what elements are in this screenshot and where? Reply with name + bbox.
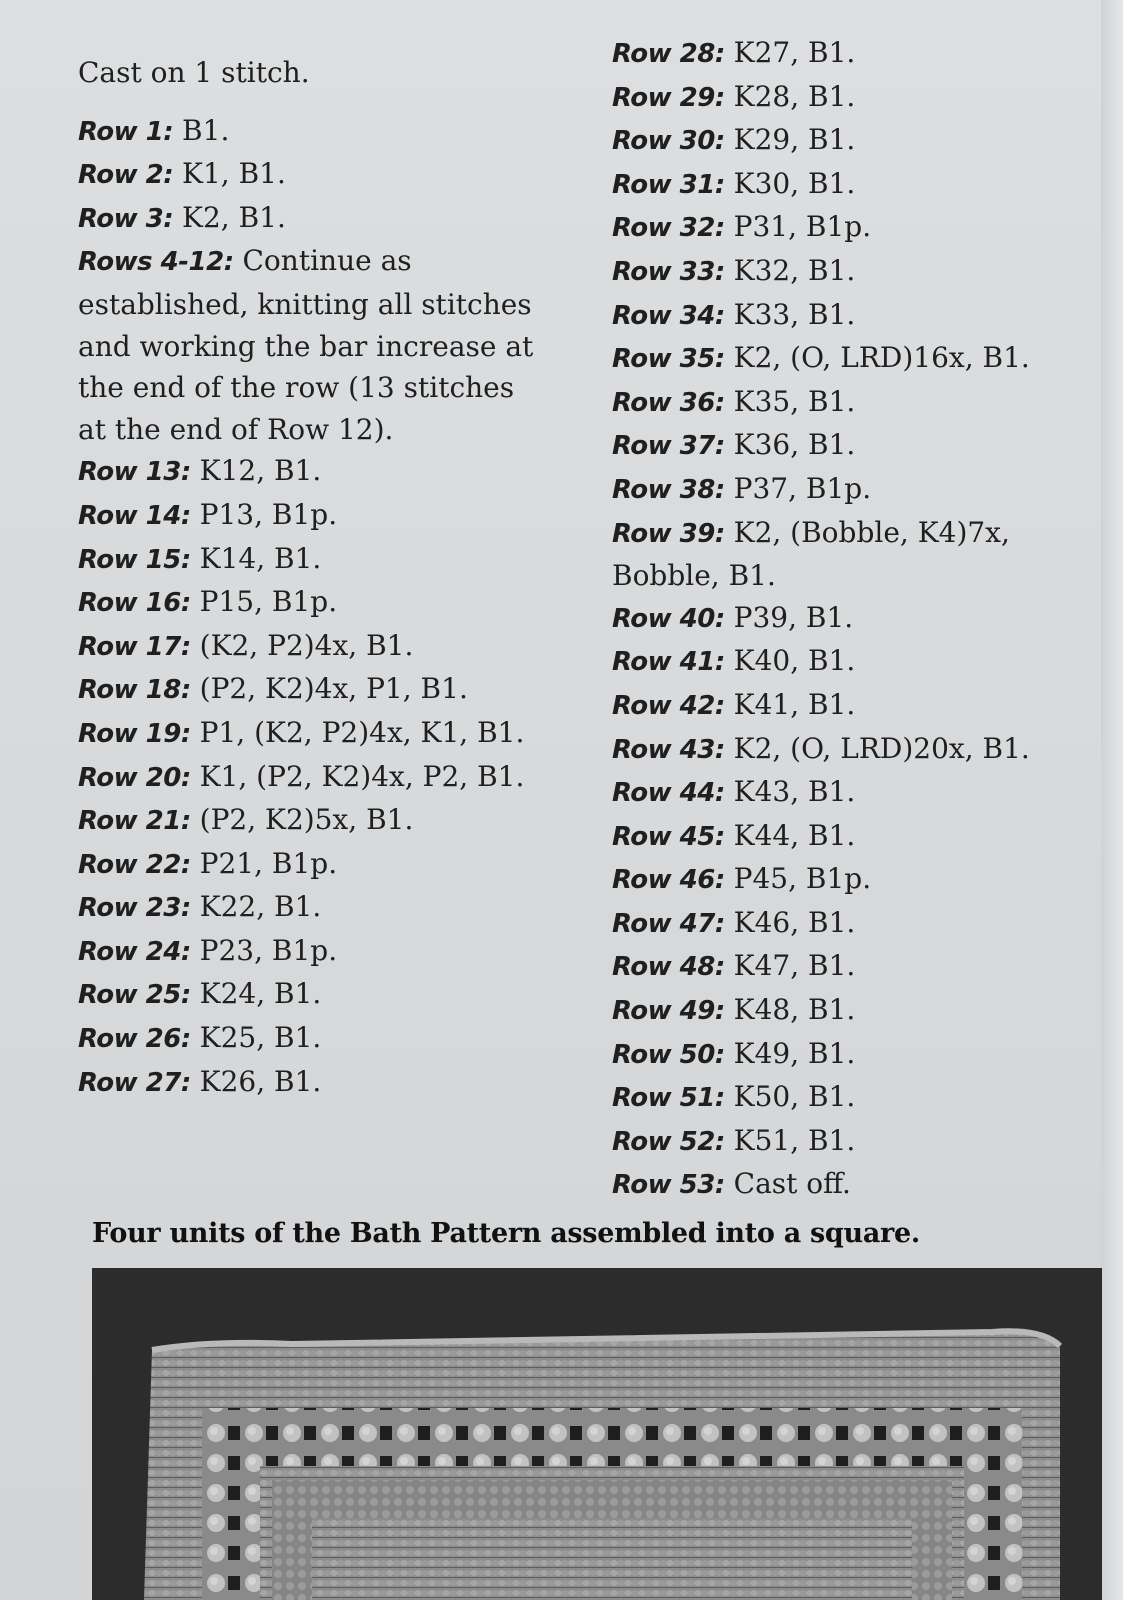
row-label: Row 37: (612, 431, 725, 462)
row-instruction: P13, B1p. (190, 497, 338, 531)
row-instruction: K25, B1. (190, 1021, 322, 1055)
row-instruction: K36, B1. (724, 428, 856, 462)
row-instruction: P1, (K2, P2)4x, K1, B1. (190, 715, 525, 749)
pattern-row (612, 597, 1082, 641)
pattern-row (78, 581, 548, 625)
row-instruction: K41, B1. (724, 687, 856, 721)
pattern-row (612, 1033, 1082, 1077)
pattern-row (612, 424, 1082, 468)
row-instruction: P21, B1p. (190, 846, 338, 880)
pattern-row (612, 771, 1082, 815)
row-instruction: K29, B1. (724, 123, 856, 157)
row-label: Row 50: (612, 1039, 725, 1070)
pattern-row (78, 973, 548, 1017)
row-label: Row 2: (78, 160, 174, 191)
pattern-row (612, 206, 1082, 250)
row-instruction: K2, (Bobble, K4)7x, Bobble, B1. (612, 515, 1010, 593)
row-label: Row 13: (78, 457, 191, 488)
row-instruction: K33, B1. (724, 297, 856, 331)
row-label: Row 25: (78, 980, 191, 1011)
pattern-row (78, 494, 548, 538)
row-instruction: K2, B1. (173, 200, 286, 234)
row-instruction: (K2, P2)4x, B1. (190, 628, 414, 662)
pattern-row (78, 843, 548, 887)
row-label: Row 18: (78, 675, 191, 706)
pattern-row (78, 930, 548, 974)
knitted-square-photo (92, 1268, 1102, 1600)
pattern-row (612, 381, 1082, 425)
pattern-row (612, 1076, 1082, 1120)
row-instruction: Continue as established, knitting all stitches and working the bar increase at the end of the row (13 stitches at the end of Row 12). (78, 244, 534, 446)
row-label: Row 45: (612, 821, 725, 852)
row-label: Row 14: (78, 500, 191, 531)
pattern-row (612, 728, 1082, 772)
pattern-row (612, 989, 1082, 1033)
row-instruction: K14, B1. (190, 541, 322, 575)
row-label: Row 23: (78, 893, 191, 924)
row-instruction: K40, B1. (724, 644, 856, 678)
row-label: Row 41: (612, 647, 725, 678)
pattern-row (78, 799, 548, 843)
row-label: Row 44: (612, 778, 725, 809)
row-label: Row 15: (78, 544, 191, 575)
pattern-row (612, 163, 1082, 207)
row-label: Rows 4-12: (78, 247, 234, 278)
row-instruction: K26, B1. (190, 1064, 322, 1098)
row-instruction: Cast off. (724, 1167, 851, 1201)
instructions-left-column (78, 52, 548, 1104)
row-label: Row 3: (78, 203, 174, 234)
row-instruction: (P2, K2)5x, B1. (190, 803, 414, 837)
pattern-row (78, 1061, 548, 1105)
row-label: Row 28: (612, 39, 725, 69)
pattern-row (612, 902, 1082, 946)
row-instruction: P39, B1. (724, 600, 854, 634)
row-instruction: K22, B1. (190, 890, 322, 924)
row-label: Row 26: (78, 1024, 191, 1055)
row-instruction: K2, (O, LRD)16x, B1. (724, 341, 1030, 375)
pattern-row (612, 119, 1082, 163)
row-instruction: K47, B1. (724, 949, 856, 983)
row-instruction: K2, (O, LRD)20x, B1. (724, 731, 1030, 765)
row-instruction: K24, B1. (190, 977, 322, 1011)
row-label: Row 43: (612, 734, 725, 765)
row-instruction: K35, B1. (724, 384, 856, 418)
pattern-row (78, 1017, 548, 1061)
row-label: Row 27: (78, 1067, 191, 1098)
row-label: Row 20: (78, 762, 191, 793)
row-label: Row 48: (612, 952, 725, 983)
pattern-row (78, 625, 548, 669)
pattern-row (78, 668, 548, 712)
pattern-row (612, 1120, 1082, 1164)
row-label: Row 38: (612, 474, 725, 505)
row-instruction: K44, B1. (724, 818, 856, 852)
row-instruction: P37, B1p. (724, 471, 872, 505)
row-label: Row 32: (612, 213, 725, 244)
row-label: Row 49: (612, 996, 725, 1027)
row-label: Row 52: (612, 1126, 725, 1157)
pattern-row (612, 32, 1082, 76)
row-label: Row 40: (612, 603, 725, 634)
row-label: Row 46: (612, 865, 725, 896)
pattern-row (612, 250, 1082, 294)
row-label: Row 1: (78, 116, 174, 147)
pattern-row (612, 945, 1082, 989)
photo-caption: Four units of the Bath Pattern assembled into a square. (92, 1218, 920, 1249)
row-label: Row 34: (612, 300, 725, 331)
pattern-row (78, 886, 548, 930)
row-label: Row 42: (612, 690, 725, 721)
row-label: Row 36: (612, 387, 725, 418)
row-label: Row 51: (612, 1083, 725, 1114)
row-label: Row 39: (612, 518, 725, 549)
pattern-row (78, 240, 548, 450)
row-instruction: (P2, K2)4x, P1, B1. (190, 672, 468, 706)
row-label: Row 35: (612, 344, 725, 375)
row-label: Row 19: (78, 718, 191, 749)
pattern-row (78, 52, 548, 96)
row-instruction: B1. (173, 113, 230, 147)
row-label: Row 24: (78, 936, 191, 967)
pattern-row (612, 815, 1082, 859)
pattern-row (612, 294, 1082, 338)
row-instruction: K28, B1. (724, 79, 856, 113)
row-instruction: K30, B1. (724, 166, 856, 200)
row-instruction: K1, (P2, K2)4x, P2, B1. (190, 759, 525, 793)
row-instruction: P15, B1p. (190, 585, 338, 619)
row-instruction: K49, B1. (724, 1036, 856, 1070)
pattern-row (612, 640, 1082, 684)
row-instruction: K51, B1. (724, 1123, 856, 1157)
pattern-row (78, 756, 548, 800)
row-instruction: Cast on 1 stitch. (78, 56, 310, 89)
pattern-row (612, 468, 1082, 512)
pattern-row (612, 337, 1082, 381)
page-edge (1101, 0, 1123, 1600)
row-instruction: P31, B1p. (724, 210, 872, 244)
row-label: Row 29: (612, 82, 725, 113)
row-label: Row 22: (78, 849, 191, 880)
row-instruction: K50, B1. (724, 1080, 856, 1114)
pattern-row (78, 110, 548, 154)
pattern-row (612, 512, 1082, 597)
row-label: Row 17: (78, 631, 191, 662)
pattern-row (78, 712, 548, 756)
instructions-right-column (612, 32, 1082, 1207)
pattern-row (78, 538, 548, 582)
pattern-row (612, 858, 1082, 902)
row-instruction: K32, B1. (724, 253, 856, 287)
row-instruction: K1, B1. (173, 157, 286, 191)
row-instruction: K48, B1. (724, 993, 856, 1027)
pattern-row (612, 76, 1082, 120)
pattern-row (612, 684, 1082, 728)
row-label: Row 33: (612, 256, 725, 287)
row-instruction: K27, B1. (724, 36, 856, 69)
row-instruction: K46, B1. (724, 905, 856, 939)
row-instruction: P45, B1p. (724, 862, 872, 896)
row-label: Row 21: (78, 806, 191, 837)
row-label: Row 16: (78, 588, 191, 619)
pattern-row (78, 197, 548, 241)
row-instruction: P23, B1p. (190, 933, 338, 967)
row-label: Row 30: (612, 126, 725, 157)
row-label: Row 53: (612, 1170, 725, 1201)
row-label: Row 47: (612, 908, 725, 939)
row-instruction: K43, B1. (724, 775, 856, 809)
row-instruction: K12, B1. (190, 454, 322, 488)
row-label: Row 31: (612, 169, 725, 200)
pattern-row (612, 1163, 1082, 1207)
pattern-row (78, 153, 548, 197)
pattern-row (78, 450, 548, 494)
